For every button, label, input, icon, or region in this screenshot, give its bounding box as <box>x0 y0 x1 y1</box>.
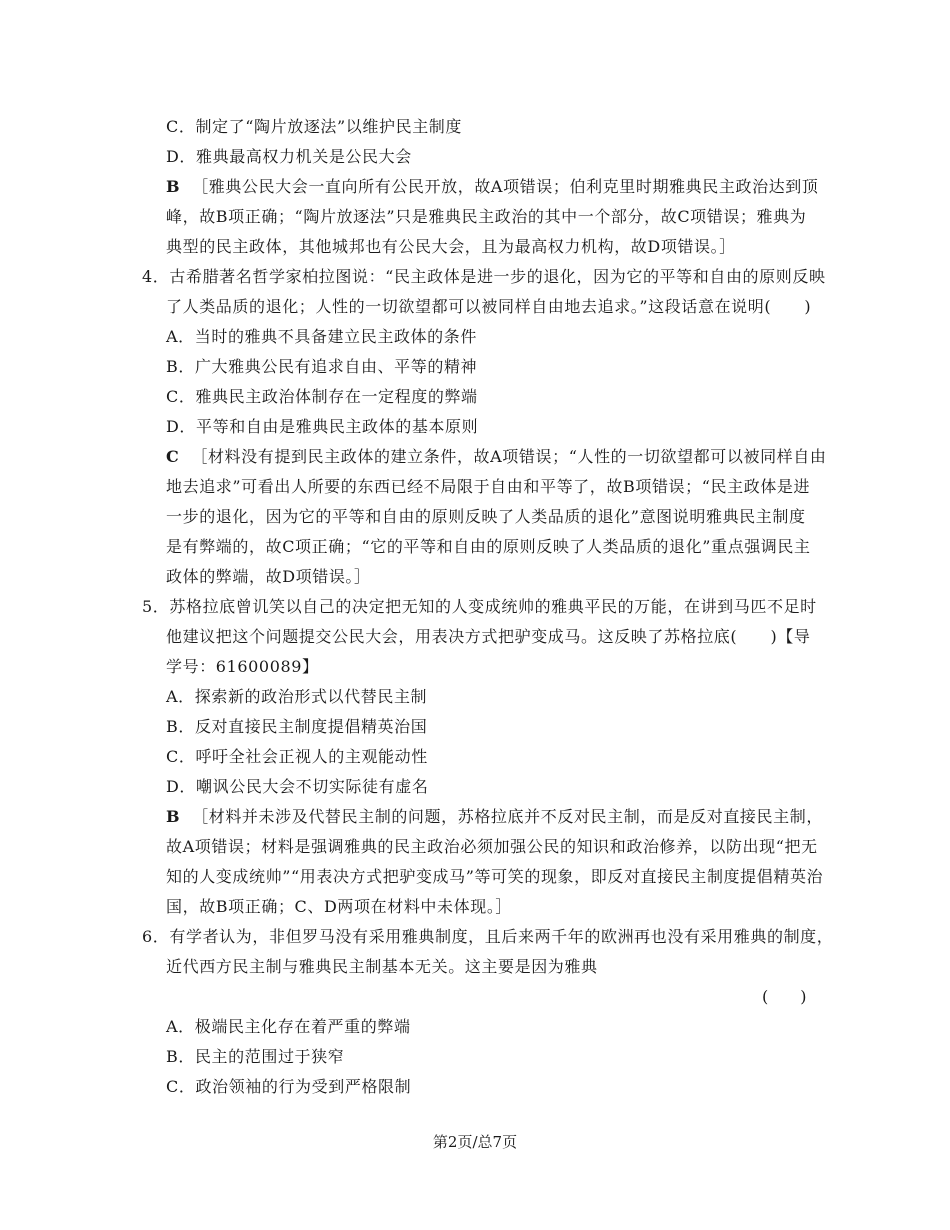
q3-explanation-1: ［雅典公民大会一直向所有公民开放，故A项错误；伯利克里时期雅典民主政治达到顶 <box>192 177 819 196</box>
q4-stem-1: 4．古希腊著名哲学家柏拉图说：“民主政体是进一步的退化，因为它的平等和自由的原则反映 <box>142 267 826 286</box>
q5-stem-2: 他建议把这个问题提交公民大会，用表决方式把驴变成马。这反映了苏格拉底( )【导 <box>166 627 811 646</box>
q5-option-c: C．呼吁全社会正视人的主观能动性 <box>166 747 428 766</box>
q4-answer-letter: C <box>166 447 180 466</box>
q4-option-b: B．广大雅典公民有追求自由、平等的精神 <box>166 357 478 376</box>
q5-explanation-4: 国，故B项正确；C、D两项在材料中未体现。］ <box>166 897 513 916</box>
q6-stem-1: 6．有学者认为，非但罗马没有采用雅典制度，且后来两千年的欧洲再也没有采用雅典的制度， <box>142 927 834 946</box>
q3-answer-letter: B <box>166 177 181 196</box>
q4-option-d: D．平等和自由是雅典民主政体的基本原则 <box>166 417 479 436</box>
q4-explanation-4: 是有弊端的，故C项正确；“它的平等和自由的原则反映了人类品质的退化”重点强调民主 <box>166 537 811 556</box>
q6-stem-2: 近代西方民主制与雅典民主制基本无关。这主要是因为雅典 <box>166 957 598 976</box>
q6-option-a: A．极端民主化存在着严重的弊端 <box>166 1017 411 1036</box>
q5-explanation-1: ［材料并未涉及代替民主制的问题，苏格拉底并不反对民主制，而是反对直接民主制， <box>192 807 823 826</box>
q5-answer-line-1 <box>166 807 823 827</box>
q3-option-c: C．制定了“陶片放逐法”以维护民主制度 <box>166 117 463 136</box>
q6-option-b: B．民主的范围过于狭窄 <box>166 1047 345 1066</box>
q5-stem-1: 5．苏格拉底曾讥笑以自己的决定把无知的人变成统帅的雅典平民的万能，在讲到马匹不足时 <box>142 597 817 616</box>
q3-option-d: D．雅典最高权力机关是公民大会 <box>166 147 412 166</box>
q4-explanation-3: 一步的退化，因为它的平等和自由的原则反映了人类品质的退化”意图说明雅典民主制度 <box>166 507 806 526</box>
q4-option-c: C．雅典民主政治体制存在一定程度的弊端 <box>166 387 478 406</box>
q4-explanation-2: 地去追求”可看出人所要的东西已经不局限于自由和平等了，故B项错误；“民主政体是进 <box>166 477 811 496</box>
q5-option-d: D．嘲讽公民大会不切实际徒有虚名 <box>166 777 429 796</box>
q5-option-b: B．反对直接民主制度提倡精英治国 <box>166 717 428 736</box>
q5-answer-letter: B <box>166 807 181 826</box>
q3-explanation-2: 峰，故B项正确；“陶片放逐法”只是雅典民主政治的其中一个部分，故C项错误；雅典为 <box>166 207 807 226</box>
q5-explanation-3: 知的人变成统帅”“用表决方式把驴变成马”等可笑的现象，即反对直接民主制度提倡精英治 <box>166 867 824 886</box>
q4-option-a: A．当时的雅典不具备建立民主政体的条件 <box>166 327 477 346</box>
q4-explanation-5: 政体的弊端，故D项错误。］ <box>166 567 371 586</box>
q5-explanation-2: 故A项错误；材料是强调雅典的民主政治必须加强公民的知识和政治修养，以防出现“把无 <box>166 837 818 856</box>
q6-option-c: C．政治领袖的行为受到严格限制 <box>166 1077 412 1096</box>
q5-stem-3: 学号：61600089】 <box>166 657 319 676</box>
q6-answer-blank: ( ) <box>762 987 807 1006</box>
q3-explanation-3: 典型的民主政体，其他城邦也有公民大会，且为最高权力机构，故D项错误。］ <box>166 237 736 256</box>
page-footer: 第2页/总7页 <box>432 1133 518 1151</box>
q5-option-a: A．探索新的政治形式以代替民主制 <box>166 687 428 706</box>
q4-stem-2: 了人类品质的退化；人性的一切欲望都可以被同样自由地去追求。”这段话意在说明( ) <box>166 297 812 316</box>
q4-explanation-1: ［材料没有提到民主政体的建立条件，故A项错误；“人性的一切欲望都可以被同样自由 <box>191 447 827 466</box>
q3-answer-line-1 <box>166 177 818 197</box>
q4-answer-line-1 <box>166 447 826 467</box>
